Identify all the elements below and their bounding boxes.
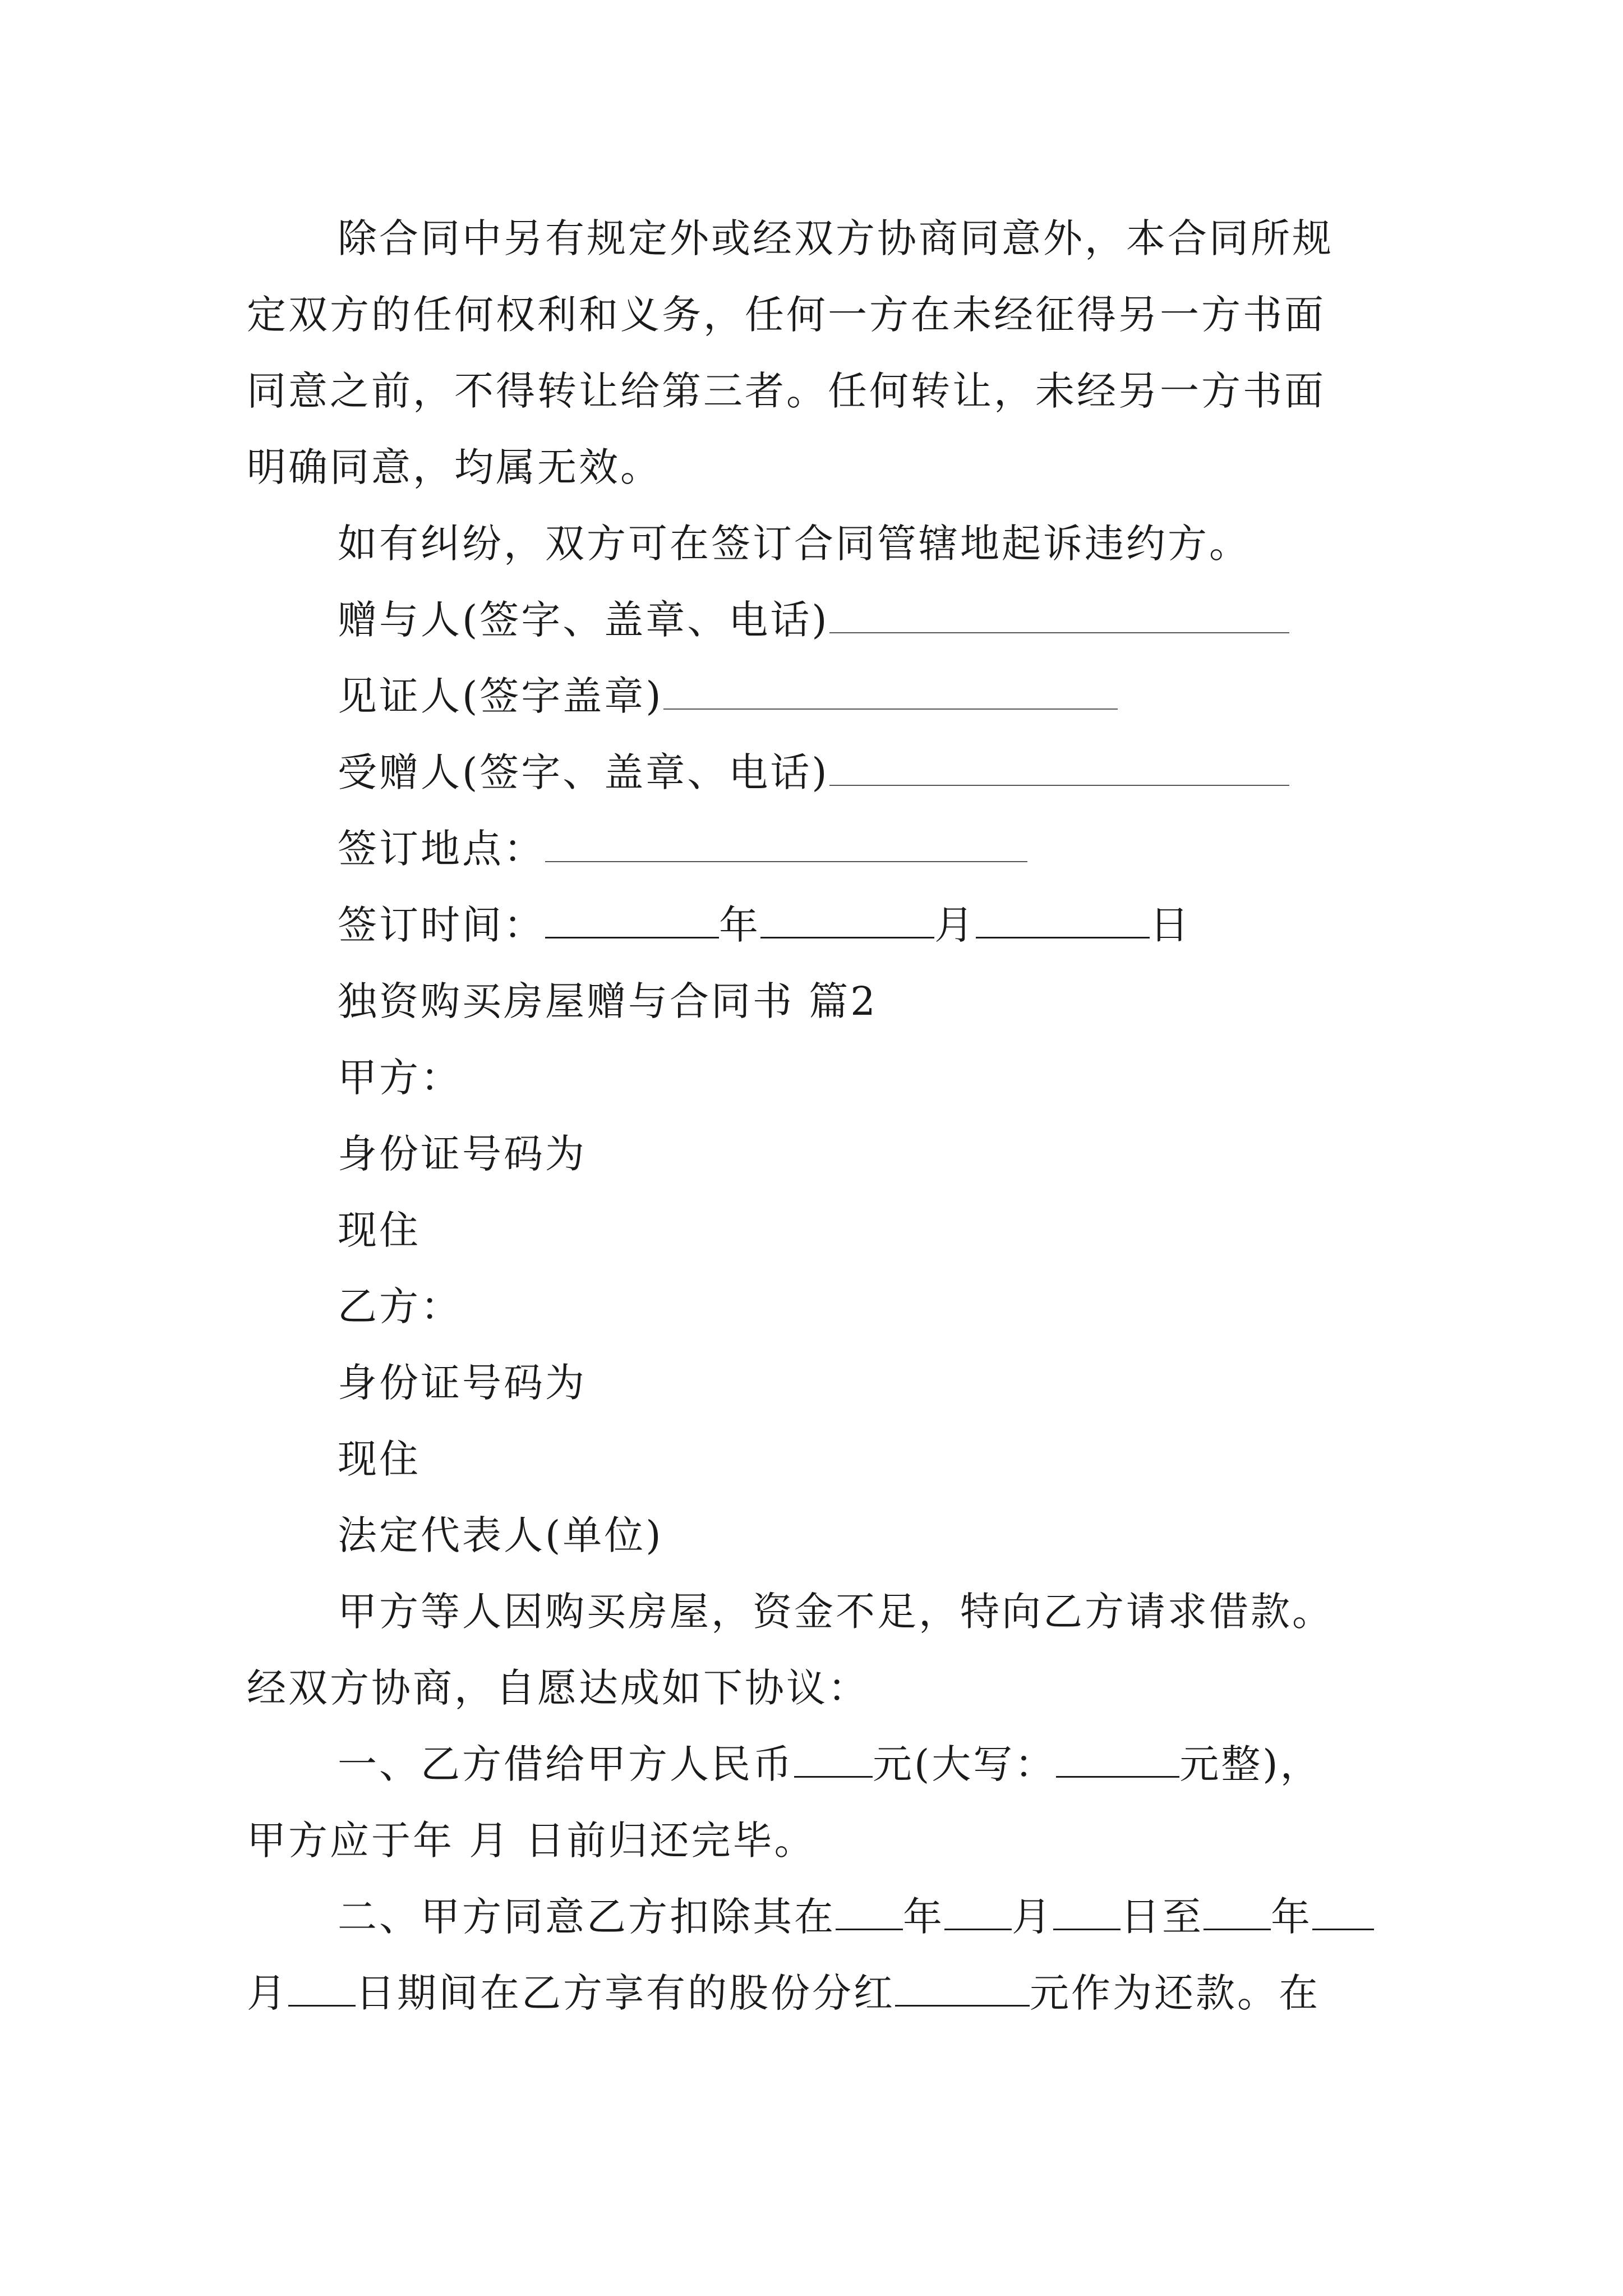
year-label: 年 — [719, 902, 760, 948]
amount-words-blank — [1056, 1741, 1179, 1778]
clause-2-text: 年 — [903, 1894, 944, 1940]
clause-2-text: 日至 — [1121, 1894, 1204, 1940]
place-blank — [545, 826, 1027, 862]
paragraph-line: 明确同意，均属无效。 — [247, 444, 662, 490]
paragraph-line: 同意之前，不得转让给第三者。任何转让，未经另一方书面 — [247, 368, 1326, 414]
donee-blank — [829, 750, 1289, 786]
clause-2 — [338, 1892, 1374, 1942]
month-blank — [760, 902, 934, 938]
clause-1-text: 元整)， — [1179, 1741, 1322, 1787]
dividend-blank — [895, 1970, 1030, 2007]
paragraph-line: 定双方的任何权利和义务，任何一方在未经征得另一方书面 — [247, 292, 1326, 338]
party-b-id: 身份证号码为 — [338, 1360, 587, 1406]
month-blank — [944, 1894, 1012, 1930]
day-blank — [1053, 1894, 1121, 1930]
time-label: 签订时间： — [338, 902, 545, 948]
clause-1 — [338, 1739, 1322, 1789]
day-blank — [288, 1970, 356, 2007]
paragraph-line: 除合同中另有规定外或经双方协商同意外，本合同所规 — [338, 215, 1334, 261]
witness-label: 见证人(签字盖章) — [338, 673, 663, 719]
donor-label: 赠与人(签字、盖章、电话) — [338, 597, 829, 643]
clause-2-text: 月 — [1012, 1894, 1053, 1940]
witness-blank — [663, 674, 1118, 710]
month-label: 月 — [934, 902, 976, 948]
party-b-address: 现住 — [338, 1436, 421, 1482]
year-blank — [1204, 1894, 1271, 1930]
intro-line: 经双方协商，自愿达成如下协议： — [247, 1665, 869, 1711]
year-blank — [836, 1894, 903, 1930]
clause-2-text: 元作为还款。在 — [1030, 1970, 1320, 2016]
clause-2-text: 二、甲方同意乙方扣除其在 — [338, 1894, 836, 1940]
signing-place-line — [338, 823, 1027, 874]
party-a-address: 现住 — [338, 1207, 421, 1253]
donee-label: 受赠人(签字、盖章、电话) — [338, 749, 829, 795]
year-blank — [545, 902, 719, 938]
clause-2-line2 — [247, 1968, 1320, 2018]
donor-signature-line — [338, 595, 1289, 645]
clause-1-line2: 甲方应于年 月 日前归还完毕。 — [247, 1818, 816, 1864]
day-blank — [976, 902, 1150, 938]
intro-line: 甲方等人因购买房屋，资金不足，特向乙方请求借款。 — [338, 1589, 1334, 1635]
clause-2-text: 年 — [1271, 1894, 1312, 1940]
clause-2-text: 日期间在乙方享有的股份分红 — [356, 1970, 895, 2016]
day-label: 日 — [1150, 902, 1191, 948]
place-label: 签订地点： — [338, 826, 545, 872]
witness-signature-line — [338, 671, 1118, 721]
clause-2-text: 月 — [247, 1970, 288, 2016]
clause-1-text: 一、乙方借给甲方人民币 — [338, 1741, 794, 1787]
dispute-clause: 如有纠纷，双方可在签订合同管辖地起诉违约方。 — [338, 521, 1251, 567]
legal-representative: 法定代表人(单位) — [338, 1512, 663, 1558]
signing-time-line — [338, 900, 1191, 950]
donee-signature-line — [338, 747, 1289, 798]
amount-blank — [794, 1741, 873, 1778]
month-blank — [1312, 1894, 1374, 1930]
clause-1-text: 元(大写： — [873, 1741, 1057, 1787]
party-b-label: 乙方： — [338, 1283, 462, 1329]
party-a-id: 身份证号码为 — [338, 1131, 587, 1177]
donor-blank — [829, 597, 1289, 633]
section-title: 独资购买房屋赠与合同书 篇2 — [338, 978, 878, 1024]
party-a-label: 甲方： — [338, 1055, 462, 1101]
